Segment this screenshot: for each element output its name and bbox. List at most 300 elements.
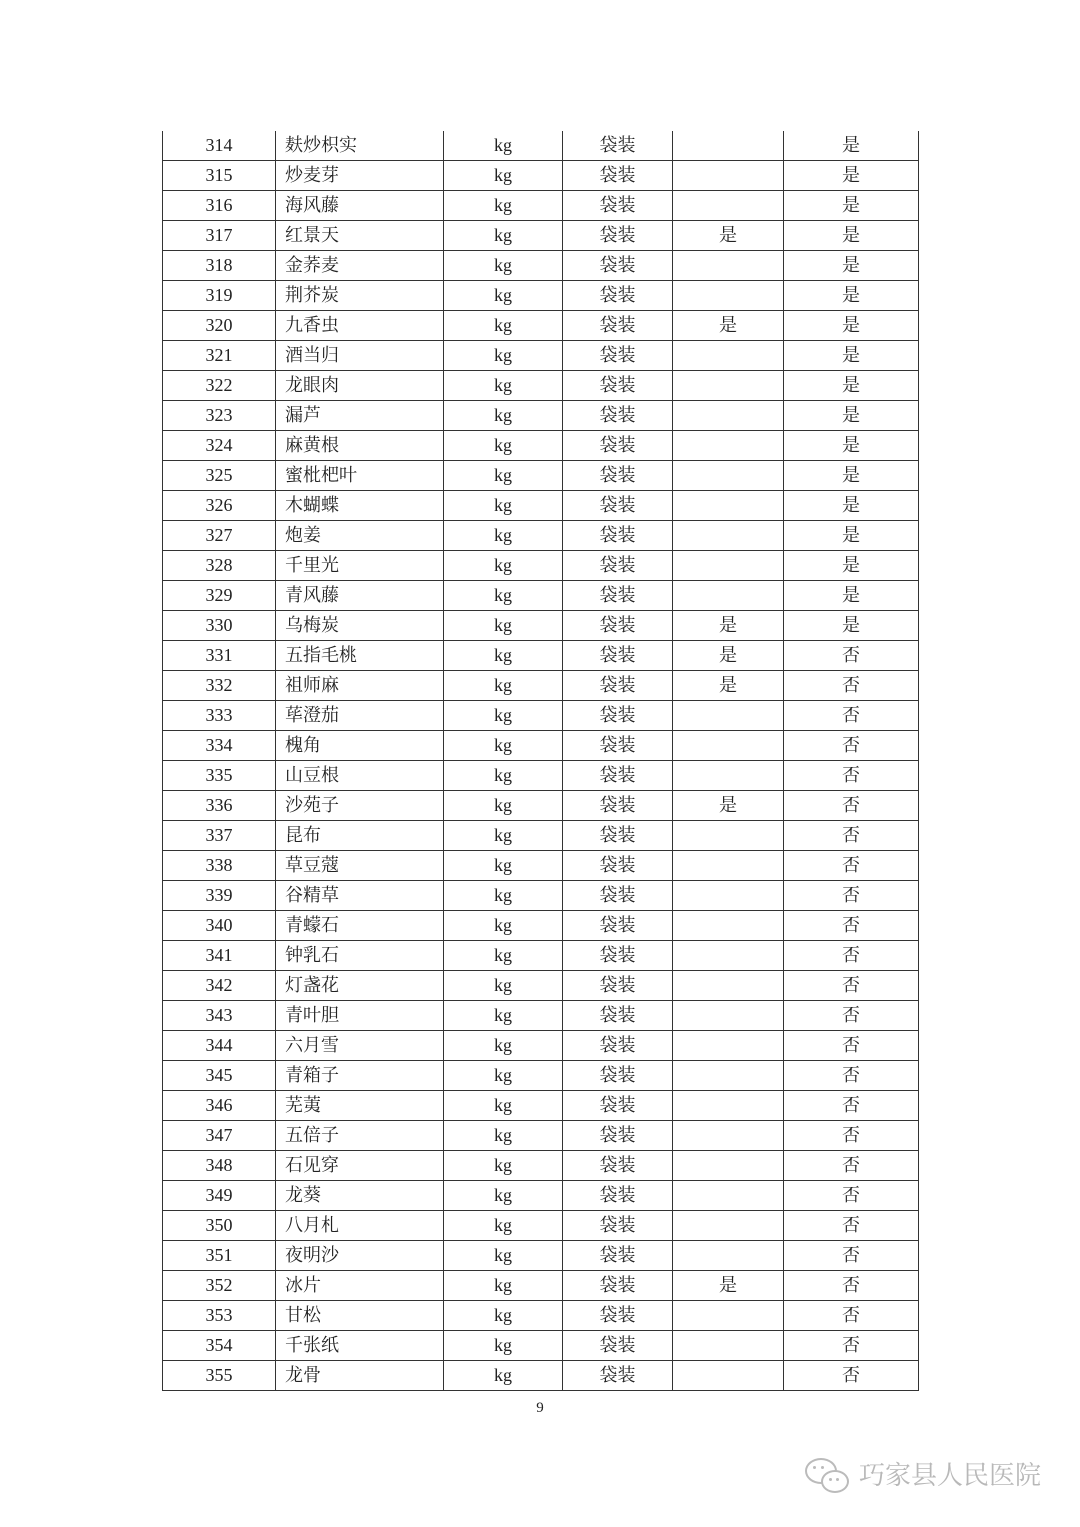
cell-flag-a xyxy=(673,491,784,521)
cell-flag-a xyxy=(673,701,784,731)
cell-packaging: 袋装 xyxy=(563,1301,673,1331)
cell-number: 329 xyxy=(163,581,276,611)
cell-packaging: 袋装 xyxy=(563,911,673,941)
cell-flag-a xyxy=(673,1211,784,1241)
cell-drug-name: 沙苑子 xyxy=(276,791,444,821)
cell-flag-b: 是 xyxy=(784,251,919,281)
table-row xyxy=(163,221,919,251)
cell-drug-name: 红景天 xyxy=(276,221,444,251)
cell-flag-b: 否 xyxy=(784,1061,919,1091)
cell-packaging: 袋装 xyxy=(563,731,673,761)
cell-flag-b: 否 xyxy=(784,1271,919,1301)
cell-unit: kg xyxy=(444,1061,563,1091)
cell-packaging: 袋装 xyxy=(563,821,673,851)
cell-flag-b: 是 xyxy=(784,341,919,371)
cell-flag-a xyxy=(673,1241,784,1271)
cell-unit: kg xyxy=(444,551,563,581)
cell-number: 337 xyxy=(163,821,276,851)
cell-number: 315 xyxy=(163,161,276,191)
cell-packaging: 袋装 xyxy=(563,1061,673,1091)
cell-flag-a xyxy=(673,371,784,401)
cell-number: 331 xyxy=(163,641,276,671)
cell-flag-a xyxy=(673,761,784,791)
cell-unit: kg xyxy=(444,491,563,521)
cell-unit: kg xyxy=(444,1121,563,1151)
cell-flag-a xyxy=(673,1181,784,1211)
table-row xyxy=(163,1301,919,1331)
cell-number: 317 xyxy=(163,221,276,251)
table-row xyxy=(163,1091,919,1121)
cell-drug-name: 石见穿 xyxy=(276,1151,444,1181)
cell-packaging: 袋装 xyxy=(563,1331,673,1361)
cell-packaging: 袋装 xyxy=(563,671,673,701)
cell-unit: kg xyxy=(444,221,563,251)
cell-flag-a xyxy=(673,1121,784,1151)
cell-number: 354 xyxy=(163,1331,276,1361)
cell-flag-b: 否 xyxy=(784,641,919,671)
table-row xyxy=(163,1181,919,1211)
cell-packaging: 袋装 xyxy=(563,521,673,551)
cell-drug-name: 炒麦芽 xyxy=(276,161,444,191)
cell-number: 333 xyxy=(163,701,276,731)
table-row xyxy=(163,281,919,311)
cell-unit: kg xyxy=(444,821,563,851)
cell-drug-name: 芜荑 xyxy=(276,1091,444,1121)
cell-packaging: 袋装 xyxy=(563,1361,673,1391)
cell-flag-b: 否 xyxy=(784,791,919,821)
table-row xyxy=(163,731,919,761)
cell-unit: kg xyxy=(444,161,563,191)
table-row xyxy=(163,1271,919,1301)
table-row xyxy=(163,761,919,791)
cell-flag-b: 是 xyxy=(784,431,919,461)
cell-drug-name: 八月札 xyxy=(276,1211,444,1241)
cell-flag-a xyxy=(673,551,784,581)
cell-flag-a: 是 xyxy=(673,611,784,641)
table-row xyxy=(163,461,919,491)
cell-flag-b: 否 xyxy=(784,671,919,701)
cell-drug-name: 青箱子 xyxy=(276,1061,444,1091)
cell-packaging: 袋装 xyxy=(563,371,673,401)
cell-unit: kg xyxy=(444,1331,563,1361)
cell-packaging: 袋装 xyxy=(563,1001,673,1031)
cell-flag-a xyxy=(673,1361,784,1391)
cell-number: 326 xyxy=(163,491,276,521)
cell-flag-b: 否 xyxy=(784,1031,919,1061)
cell-packaging: 袋装 xyxy=(563,341,673,371)
table-row xyxy=(163,251,919,281)
cell-number: 349 xyxy=(163,1181,276,1211)
cell-flag-a xyxy=(673,1151,784,1181)
cell-number: 316 xyxy=(163,191,276,221)
cell-flag-a xyxy=(673,1331,784,1361)
cell-flag-a xyxy=(673,1301,784,1331)
cell-flag-a xyxy=(673,161,784,191)
cell-unit: kg xyxy=(444,1211,563,1241)
cell-flag-a xyxy=(673,401,784,431)
cell-flag-b: 是 xyxy=(784,401,919,431)
cell-flag-b: 否 xyxy=(784,1301,919,1331)
cell-drug-name: 五指毛桃 xyxy=(276,641,444,671)
cell-drug-name: 山豆根 xyxy=(276,761,444,791)
cell-flag-b: 是 xyxy=(784,581,919,611)
cell-unit: kg xyxy=(444,371,563,401)
cell-drug-name: 木蝴蝶 xyxy=(276,491,444,521)
cell-packaging: 袋装 xyxy=(563,1121,673,1151)
cell-flag-a xyxy=(673,851,784,881)
cell-drug-name: 漏芦 xyxy=(276,401,444,431)
cell-number: 318 xyxy=(163,251,276,281)
table-row xyxy=(163,1211,919,1241)
table-row xyxy=(163,131,919,161)
cell-flag-b: 否 xyxy=(784,701,919,731)
cell-drug-name: 草豆蔻 xyxy=(276,851,444,881)
table-row xyxy=(163,911,919,941)
cell-number: 347 xyxy=(163,1121,276,1151)
cell-flag-a: 是 xyxy=(673,671,784,701)
cell-number: 338 xyxy=(163,851,276,881)
cell-number: 330 xyxy=(163,611,276,641)
cell-number: 328 xyxy=(163,551,276,581)
cell-packaging: 袋装 xyxy=(563,851,673,881)
cell-number: 340 xyxy=(163,911,276,941)
cell-number: 321 xyxy=(163,341,276,371)
cell-number: 334 xyxy=(163,731,276,761)
table-row xyxy=(163,311,919,341)
table-row xyxy=(163,1241,919,1271)
cell-unit: kg xyxy=(444,671,563,701)
cell-packaging: 袋装 xyxy=(563,251,673,281)
cell-unit: kg xyxy=(444,881,563,911)
cell-flag-a xyxy=(673,521,784,551)
cell-packaging: 袋装 xyxy=(563,281,673,311)
cell-unit: kg xyxy=(444,1031,563,1061)
cell-unit: kg xyxy=(444,251,563,281)
cell-flag-b: 否 xyxy=(784,881,919,911)
table-row xyxy=(163,1331,919,1361)
cell-flag-b: 是 xyxy=(784,221,919,251)
table-row xyxy=(163,431,919,461)
cell-flag-a: 是 xyxy=(673,1271,784,1301)
cell-drug-name: 谷精草 xyxy=(276,881,444,911)
cell-flag-a xyxy=(673,1001,784,1031)
account-watermark xyxy=(805,1455,1041,1492)
cell-drug-name: 蜜枇杷叶 xyxy=(276,461,444,491)
cell-number: 345 xyxy=(163,1061,276,1091)
cell-drug-name: 冰片 xyxy=(276,1271,444,1301)
table-row xyxy=(163,611,919,641)
cell-number: 320 xyxy=(163,311,276,341)
cell-drug-name: 甘松 xyxy=(276,1301,444,1331)
cell-drug-name: 千张纸 xyxy=(276,1331,444,1361)
cell-drug-name: 青叶胆 xyxy=(276,1001,444,1031)
table-row xyxy=(163,521,919,551)
cell-unit: kg xyxy=(444,311,563,341)
cell-unit: kg xyxy=(444,1151,563,1181)
table-row xyxy=(163,1121,919,1151)
cell-drug-name: 槐角 xyxy=(276,731,444,761)
wechat-icon xyxy=(805,1456,851,1492)
table-row xyxy=(163,851,919,881)
cell-number: 350 xyxy=(163,1211,276,1241)
table-row xyxy=(163,551,919,581)
cell-unit: kg xyxy=(444,761,563,791)
cell-unit: kg xyxy=(444,431,563,461)
cell-flag-a: 是 xyxy=(673,641,784,671)
cell-flag-a xyxy=(673,251,784,281)
cell-flag-a xyxy=(673,191,784,221)
table-row xyxy=(163,1361,919,1391)
cell-number: 327 xyxy=(163,521,276,551)
cell-unit: kg xyxy=(444,1271,563,1301)
watermark-text: 巧家县人民医院 xyxy=(859,1461,1042,1491)
cell-flag-a xyxy=(673,1031,784,1061)
cell-number: 319 xyxy=(163,281,276,311)
cell-drug-name: 麸炒枳实 xyxy=(276,131,444,161)
cell-drug-name: 五倍子 xyxy=(276,1121,444,1151)
cell-flag-b: 是 xyxy=(784,611,919,641)
table-row xyxy=(163,1031,919,1061)
cell-drug-name: 祖师麻 xyxy=(276,671,444,701)
cell-unit: kg xyxy=(444,941,563,971)
cell-flag-b: 否 xyxy=(784,911,919,941)
cell-packaging: 袋装 xyxy=(563,611,673,641)
cell-drug-name: 青蠓石 xyxy=(276,911,444,941)
table-row xyxy=(163,1151,919,1181)
cell-packaging: 袋装 xyxy=(563,581,673,611)
cell-unit: kg xyxy=(444,611,563,641)
cell-flag-b: 否 xyxy=(784,1151,919,1181)
cell-drug-name: 乌梅炭 xyxy=(276,611,444,641)
cell-flag-b: 是 xyxy=(784,161,919,191)
cell-flag-b: 否 xyxy=(784,1181,919,1211)
cell-drug-name: 麻黄根 xyxy=(276,431,444,461)
table-row xyxy=(163,581,919,611)
cell-unit: kg xyxy=(444,641,563,671)
cell-packaging: 袋装 xyxy=(563,431,673,461)
cell-flag-a xyxy=(673,431,784,461)
cell-unit: kg xyxy=(444,581,563,611)
cell-flag-a xyxy=(673,281,784,311)
cell-number: 325 xyxy=(163,461,276,491)
cell-flag-b: 是 xyxy=(784,131,919,161)
cell-packaging: 袋装 xyxy=(563,761,673,791)
cell-flag-a xyxy=(673,881,784,911)
cell-packaging: 袋装 xyxy=(563,191,673,221)
cell-packaging: 袋装 xyxy=(563,461,673,491)
cell-packaging: 袋装 xyxy=(563,1091,673,1121)
cell-unit: kg xyxy=(444,791,563,821)
cell-packaging: 袋装 xyxy=(563,1211,673,1241)
cell-drug-name: 昆布 xyxy=(276,821,444,851)
cell-unit: kg xyxy=(444,281,563,311)
cell-flag-b: 否 xyxy=(784,821,919,851)
drug-list-table xyxy=(162,131,919,1391)
cell-drug-name: 夜明沙 xyxy=(276,1241,444,1271)
cell-number: 341 xyxy=(163,941,276,971)
cell-unit: kg xyxy=(444,1361,563,1391)
cell-drug-name: 酒当归 xyxy=(276,341,444,371)
cell-flag-b: 是 xyxy=(784,311,919,341)
cell-flag-a xyxy=(673,1061,784,1091)
cell-number: 353 xyxy=(163,1301,276,1331)
cell-flag-b: 是 xyxy=(784,281,919,311)
cell-flag-b: 是 xyxy=(784,191,919,221)
table-row xyxy=(163,371,919,401)
cell-number: 336 xyxy=(163,791,276,821)
table-row xyxy=(163,341,919,371)
cell-flag-b: 否 xyxy=(784,1121,919,1151)
table-row xyxy=(163,971,919,1001)
cell-drug-name: 青风藤 xyxy=(276,581,444,611)
cell-unit: kg xyxy=(444,131,563,161)
cell-flag-a: 是 xyxy=(673,221,784,251)
cell-number: 322 xyxy=(163,371,276,401)
cell-packaging: 袋装 xyxy=(563,131,673,161)
table-row xyxy=(163,161,919,191)
cell-drug-name: 龙葵 xyxy=(276,1181,444,1211)
cell-packaging: 袋装 xyxy=(563,641,673,671)
cell-drug-name: 海风藤 xyxy=(276,191,444,221)
cell-flag-a: 是 xyxy=(673,791,784,821)
cell-number: 351 xyxy=(163,1241,276,1271)
cell-packaging: 袋装 xyxy=(563,1181,673,1211)
cell-drug-name: 钟乳石 xyxy=(276,941,444,971)
page-number: 9 xyxy=(536,1400,544,1416)
table-row xyxy=(163,1061,919,1091)
cell-number: 332 xyxy=(163,671,276,701)
cell-number: 323 xyxy=(163,401,276,431)
table-row xyxy=(163,881,919,911)
cell-drug-name: 炮姜 xyxy=(276,521,444,551)
cell-number: 344 xyxy=(163,1031,276,1061)
cell-number: 343 xyxy=(163,1001,276,1031)
cell-drug-name: 荜澄茄 xyxy=(276,701,444,731)
table-row xyxy=(163,941,919,971)
cell-flag-a xyxy=(673,581,784,611)
table-row xyxy=(163,671,919,701)
cell-flag-b: 否 xyxy=(784,1241,919,1271)
cell-drug-name: 金荞麦 xyxy=(276,251,444,281)
table-row xyxy=(163,491,919,521)
cell-unit: kg xyxy=(444,401,563,431)
cell-unit: kg xyxy=(444,851,563,881)
cell-flag-b: 是 xyxy=(784,491,919,521)
cell-flag-b: 是 xyxy=(784,461,919,491)
cell-flag-b: 是 xyxy=(784,551,919,581)
cell-packaging: 袋装 xyxy=(563,1151,673,1181)
cell-number: 355 xyxy=(163,1361,276,1391)
cell-number: 346 xyxy=(163,1091,276,1121)
cell-unit: kg xyxy=(444,701,563,731)
cell-packaging: 袋装 xyxy=(563,881,673,911)
cell-number: 348 xyxy=(163,1151,276,1181)
table-row xyxy=(163,1001,919,1031)
cell-unit: kg xyxy=(444,911,563,941)
cell-unit: kg xyxy=(444,341,563,371)
cell-flag-b: 否 xyxy=(784,1001,919,1031)
cell-packaging: 袋装 xyxy=(563,1271,673,1301)
cell-number: 339 xyxy=(163,881,276,911)
cell-flag-b: 否 xyxy=(784,851,919,881)
cell-packaging: 袋装 xyxy=(563,221,673,251)
cell-unit: kg xyxy=(444,1001,563,1031)
cell-drug-name: 灯盏花 xyxy=(276,971,444,1001)
cell-packaging: 袋装 xyxy=(563,161,673,191)
cell-packaging: 袋装 xyxy=(563,401,673,431)
cell-unit: kg xyxy=(444,1181,563,1211)
cell-flag-b: 否 xyxy=(784,971,919,1001)
cell-drug-name: 龙眼肉 xyxy=(276,371,444,401)
table-row xyxy=(163,701,919,731)
cell-flag-a xyxy=(673,461,784,491)
cell-flag-b: 否 xyxy=(784,1361,919,1391)
cell-drug-name: 千里光 xyxy=(276,551,444,581)
cell-unit: kg xyxy=(444,731,563,761)
cell-flag-b: 否 xyxy=(784,941,919,971)
cell-flag-b: 否 xyxy=(784,1091,919,1121)
cell-packaging: 袋装 xyxy=(563,701,673,731)
cell-flag-a xyxy=(673,131,784,161)
table-row xyxy=(163,191,919,221)
cell-flag-b: 否 xyxy=(784,1331,919,1361)
cell-packaging: 袋装 xyxy=(563,1031,673,1061)
cell-packaging: 袋装 xyxy=(563,311,673,341)
cell-unit: kg xyxy=(444,191,563,221)
cell-flag-b: 否 xyxy=(784,761,919,791)
cell-unit: kg xyxy=(444,1241,563,1271)
cell-unit: kg xyxy=(444,1301,563,1331)
cell-flag-a xyxy=(673,971,784,1001)
cell-unit: kg xyxy=(444,971,563,1001)
cell-number: 342 xyxy=(163,971,276,1001)
table-body xyxy=(163,131,919,1391)
cell-drug-name: 六月雪 xyxy=(276,1031,444,1061)
cell-flag-b: 否 xyxy=(784,731,919,761)
table-row xyxy=(163,401,919,431)
cell-flag-a xyxy=(673,911,784,941)
cell-flag-a xyxy=(673,941,784,971)
cell-drug-name: 荆芥炭 xyxy=(276,281,444,311)
table-row xyxy=(163,641,919,671)
cell-unit: kg xyxy=(444,1091,563,1121)
cell-number: 324 xyxy=(163,431,276,461)
cell-flag-a xyxy=(673,341,784,371)
cell-unit: kg xyxy=(444,521,563,551)
table-row xyxy=(163,821,919,851)
cell-packaging: 袋装 xyxy=(563,551,673,581)
cell-packaging: 袋装 xyxy=(563,971,673,1001)
cell-drug-name: 龙骨 xyxy=(276,1361,444,1391)
cell-number: 314 xyxy=(163,131,276,161)
cell-flag-b: 否 xyxy=(784,1211,919,1241)
cell-flag-a: 是 xyxy=(673,311,784,341)
cell-number: 335 xyxy=(163,761,276,791)
cell-number: 352 xyxy=(163,1271,276,1301)
cell-packaging: 袋装 xyxy=(563,1241,673,1271)
cell-flag-b: 是 xyxy=(784,371,919,401)
cell-packaging: 袋装 xyxy=(563,941,673,971)
cell-drug-name: 九香虫 xyxy=(276,311,444,341)
cell-unit: kg xyxy=(444,461,563,491)
cell-packaging: 袋装 xyxy=(563,491,673,521)
cell-flag-a xyxy=(673,821,784,851)
cell-flag-a xyxy=(673,1091,784,1121)
table-row xyxy=(163,791,919,821)
cell-flag-a xyxy=(673,731,784,761)
cell-packaging: 袋装 xyxy=(563,791,673,821)
cell-flag-b: 是 xyxy=(784,521,919,551)
